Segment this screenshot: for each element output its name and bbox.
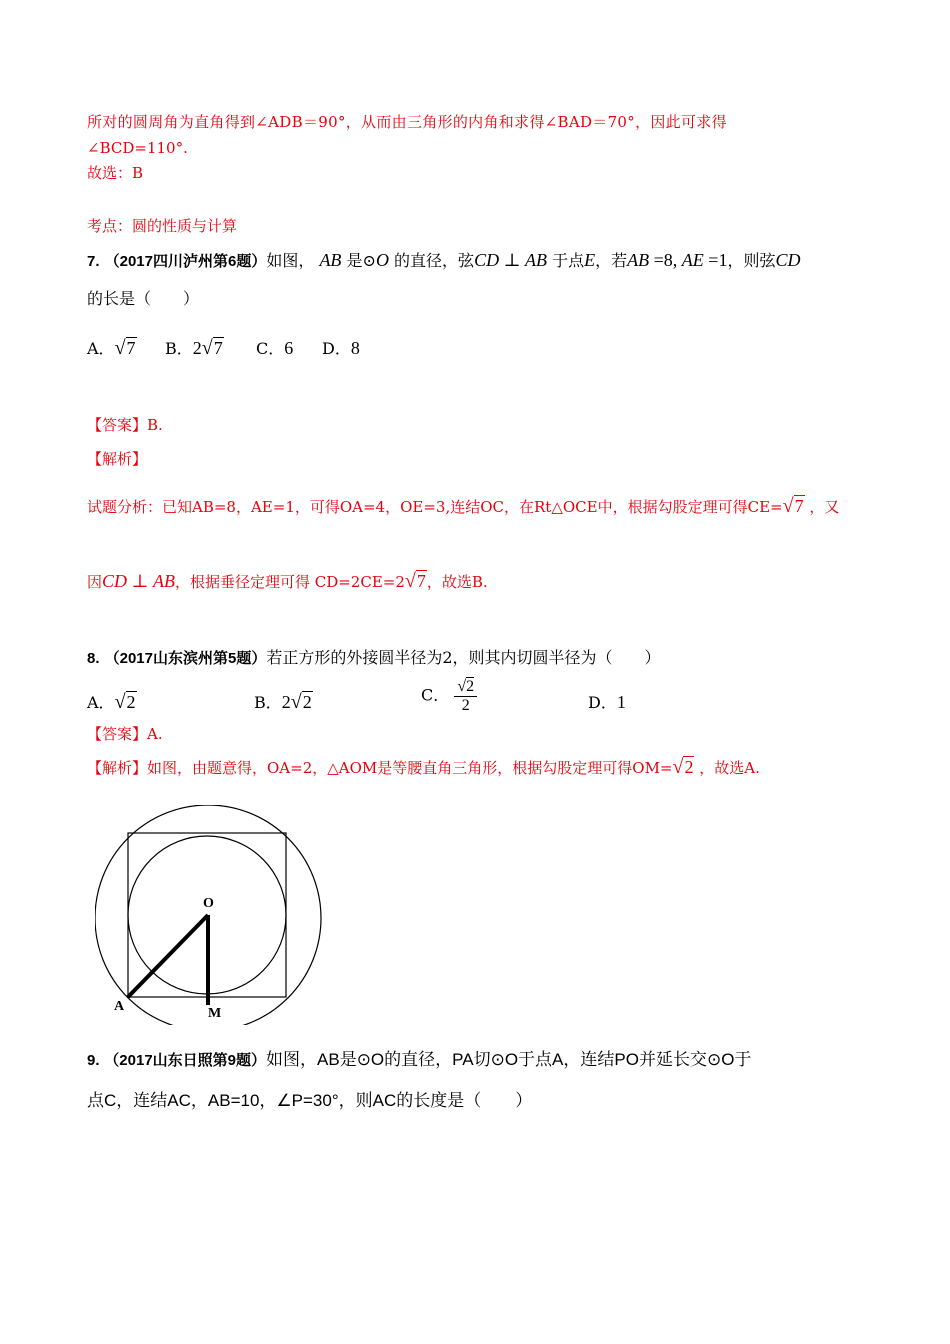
option-value: 6 [284,338,294,358]
math-cd: CD [102,571,128,591]
q7-answer: 【答案】B. [87,416,163,434]
intro-line-2: ∠BCD=110°. [87,139,188,157]
analysis-text: ，根据垂径定理可得 CD=2CE=2 [174,573,405,591]
q7-text: 于点 [552,251,585,270]
q7-text: 是⊙ [346,251,376,270]
option-value: 1 [616,692,626,712]
analysis-text: ，故选B. [426,573,488,591]
math-ae: AE [681,250,704,270]
q7-text: ，若 [595,251,628,270]
coefficient: 2 [192,338,202,358]
coefficient: 2 [281,692,291,712]
q8-figure [95,805,335,1025]
radicand: 2 [126,692,136,712]
question-7-line-2: 的长是（ ） [87,289,200,308]
question-7-number: 7. [87,253,100,270]
sqrt-expression: √2 [114,691,136,713]
option-label: C． [256,339,285,358]
label-a: A [114,999,125,1014]
q7-analysis-line-2 [87,569,488,593]
q7-analysis-line-1 [87,494,839,518]
q9-text: 如图，AB是⊙O的直径，PA切⊙O于点A，连结PO并延长交⊙O于 [266,1050,752,1069]
radicand: 2 [684,757,694,777]
question-8-line-1 [87,648,661,668]
sqrt-expression: √2 [290,691,312,713]
option-label: A． [87,693,115,712]
math-ab: AB [627,250,650,270]
numerator: √2 [454,678,477,697]
jiexi-text: ，故选A. [699,759,760,777]
intro-choice: 故选：B [87,164,144,182]
analysis-text: 因 [87,573,103,591]
option-label: C． [421,685,450,705]
q8-text: 若正方形的外接圆半径为2，则其内切圆半径为（ ） [266,648,661,667]
q8-jiexi [87,755,760,779]
radicand: 7 [126,338,136,358]
q8-option-c [421,678,477,714]
option-value: 8 [350,338,360,358]
perp-symbol: ⊥ [499,250,526,270]
question-9-line-2: 点C，连结AC，AB=10，∠P=30°，则AC的长度是（ ） [87,1091,533,1110]
math-cd: CD [474,250,500,270]
math-value: =8, [649,250,682,270]
math-ab: AB [319,250,342,270]
fraction [454,678,477,714]
jiexi-text: 【解析】如图，由题意得，OA=2，△AOM是等腰直角三角形，根据勾股定理可得OM= [87,759,673,777]
math-e: E [584,250,596,270]
math-ab: AB [152,571,175,591]
q7-text: ，则弦 [727,251,776,270]
question-8-source: （2017山东滨州第5题） [104,650,267,667]
math-cd: CD [775,250,801,270]
question-9-number: 9. [87,1052,100,1069]
perp-symbol: ⊥ [127,571,153,591]
math-ab: AB [525,250,548,270]
option-label: B． [165,339,193,358]
question-9-source: （2017山东日照第9题） [104,1052,267,1069]
sqrt-expression: √7 [114,337,136,359]
q8-option-a [87,690,137,714]
math-o: O [375,250,389,270]
analysis-text: ，又 [809,498,840,516]
option-label: A． [87,339,115,358]
question-8-number: 8. [87,650,100,667]
question-7-source: （2017四川泸州第6题） [104,253,267,270]
q8-answer: 【答案】A. [87,725,163,743]
question-9-line-1 [87,1050,751,1070]
sqrt-expression: √7 [404,570,426,592]
option-label: B． [254,693,282,712]
radicand: 7 [213,338,223,358]
sqrt-expression: √2 [672,756,694,778]
q8-option-d [588,690,626,713]
question-7-line-1 [87,250,800,272]
analysis-text: 试题分析：已知AB=8，AE=1，可得OA=4，OE=3,连结OC，在Rt△OCE中，根据勾股定理可得CE= [87,498,783,516]
q8-option-b [254,690,313,714]
q7-jiexi-heading: 【解析】 [87,450,148,468]
label-m: M [208,1006,222,1021]
denominator: 2 [461,696,470,714]
sqrt-expression: √7 [782,495,804,517]
q7-option-a [87,336,137,360]
math-value: =1 [703,250,728,270]
radicand: 2 [466,678,475,695]
q7-text: 如图， [266,251,315,270]
q7-option-b [165,336,224,360]
q7-option-d [322,336,360,359]
q7-option-c [256,336,293,359]
intro-kaodian: 考点：圆的性质与计算 [87,217,238,235]
radicand: 7 [794,496,804,516]
intro-line-1: 所对的圆周角为直角得到∠ADB＝90°，从而由三角形的内角和求得∠BAD＝70°，因此可求得 [87,113,727,131]
radicand: 7 [416,571,426,591]
q7-text: 的直径，弦 [394,251,475,270]
radicand: 2 [302,692,312,712]
sqrt-expression: √7 [201,337,223,359]
option-label: D． [588,693,617,712]
option-label: D． [322,339,351,358]
label-o: O [203,896,214,911]
